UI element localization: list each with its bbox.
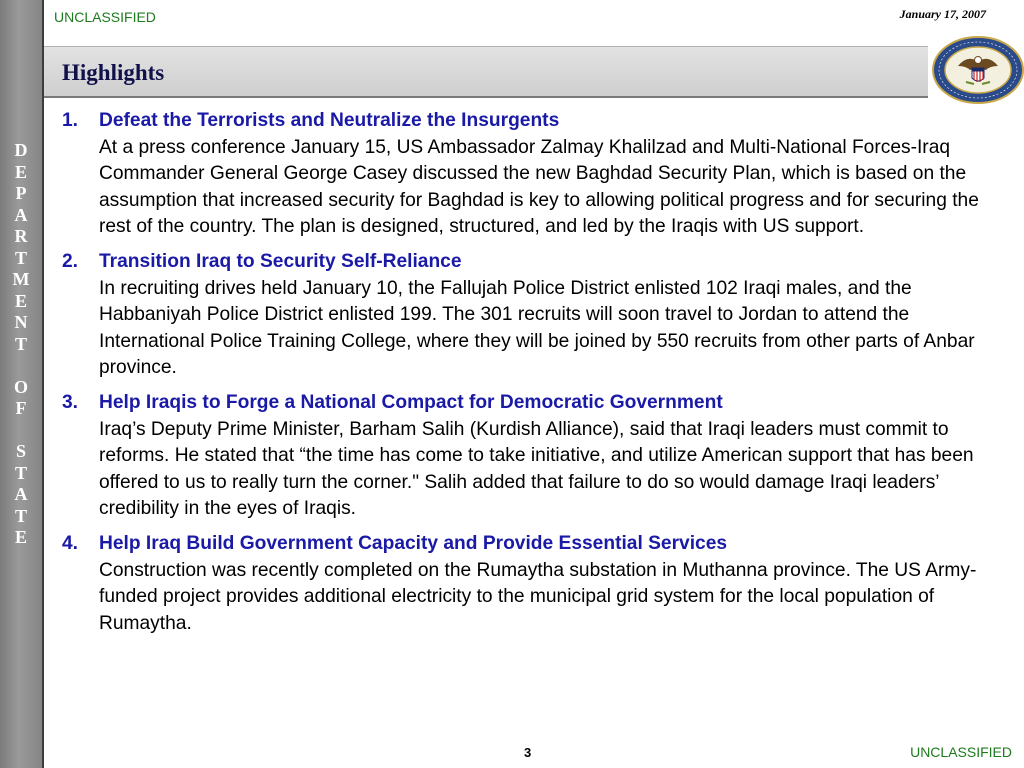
- sidebar-letter: A: [14, 484, 28, 504]
- item-body: [99, 390, 987, 523]
- sidebar-letter: M: [12, 269, 30, 289]
- item-heading: Help Iraq Build Government Capacity and Provide Essential Services: [99, 532, 728, 554]
- sidebar-letter: E: [14, 290, 27, 311]
- sidebar-letter: T: [14, 462, 27, 483]
- sidebar-letter: T: [14, 333, 27, 354]
- item-heading: Help Iraqis to Forge a National Compact for Democratic Government: [99, 391, 723, 413]
- list-item: [62, 249, 987, 382]
- title-band: [44, 46, 928, 98]
- item-text: Construction was recently completed on the Rumaytha substation in Muthanna province. The US Army-funded project provides additional electricity to the municipal grid system for the local population of Rumaytha.: [99, 559, 977, 634]
- list-item: [62, 108, 987, 241]
- item-number: 4.: [62, 532, 79, 554]
- sidebar-letter: P: [15, 183, 27, 203]
- page-title: Highlights: [62, 60, 165, 85]
- sidebar-letter: T: [14, 247, 27, 268]
- sidebar-letter: R: [14, 226, 28, 246]
- list-item: [62, 531, 987, 637]
- item-number: 1.: [62, 110, 79, 131]
- bottom-classification: UNCLASSIFIED: [910, 744, 1012, 760]
- top-classification: UNCLASSIFIED: [54, 9, 156, 25]
- sidebar-letter: N: [14, 312, 28, 332]
- sidebar-letter: A: [14, 204, 28, 225]
- sidebar-letter: T: [14, 505, 27, 526]
- item-body: [99, 108, 987, 241]
- slide-date: January 17, 2007: [899, 7, 986, 21]
- item-heading: Defeat the Terrorists and Neutralize the Insurgents: [99, 110, 560, 131]
- item-heading: Transition Iraq to Security Self-Reliance: [99, 250, 462, 272]
- item-text: Iraq’s Deputy Prime Minister, Barham Salih (Kurdish Alliance), said that Iraqi leaders must commit to reforms. He stated that “the time has come to take initiative, and utilize American support that has been offered to us to really turn the corner." Salih added that failure to do so would damage Iraqi leaders’ credibility in the eyes of Iraqis.: [99, 418, 974, 520]
- sidebar-letters: [0, 140, 42, 549]
- sidebar-letter: F: [15, 398, 27, 418]
- state-department-seal: [930, 36, 1024, 104]
- highlights-list: [62, 108, 987, 645]
- item-body: [99, 531, 987, 637]
- sidebar-letter: E: [14, 161, 27, 182]
- item-number: 3.: [62, 391, 79, 413]
- item-number: 2.: [62, 250, 79, 272]
- item-text: At a press conference January 15, US Ambassador Zalmay Khalilzad and Multi-National Forces-Iraq Commander General George Casey discussed the new Baghdad Security Plan, which is based on the assumption that increased security for Baghdad is key to allowing political progress and for securing the rest of the country. The plan is designed, structured, and led by the Iraqis with US support.: [99, 136, 979, 238]
- item-body: [99, 249, 987, 382]
- sidebar-letter: S: [15, 441, 26, 461]
- sidebar-letter: O: [13, 376, 28, 397]
- list-item: [62, 390, 987, 523]
- sidebar: [0, 0, 44, 768]
- page-number: 3: [524, 745, 532, 760]
- sidebar-letter: [0, 420, 42, 442]
- sidebar-letter: D: [14, 140, 28, 160]
- item-text: In recruiting drives held January 10, the Fallujah Police District enlisted 102 Iraqi males, and the Habbaniyah Police District enlisted 199. The 301 recruits will soon travel to Jordan to attend the International Police Training College, where they will be joined by 550 recruits from other parts of Anbar province.: [99, 277, 975, 379]
- seal-icon: [930, 36, 1024, 104]
- sidebar-letter: E: [14, 527, 27, 547]
- sidebar-letter: [0, 355, 42, 377]
